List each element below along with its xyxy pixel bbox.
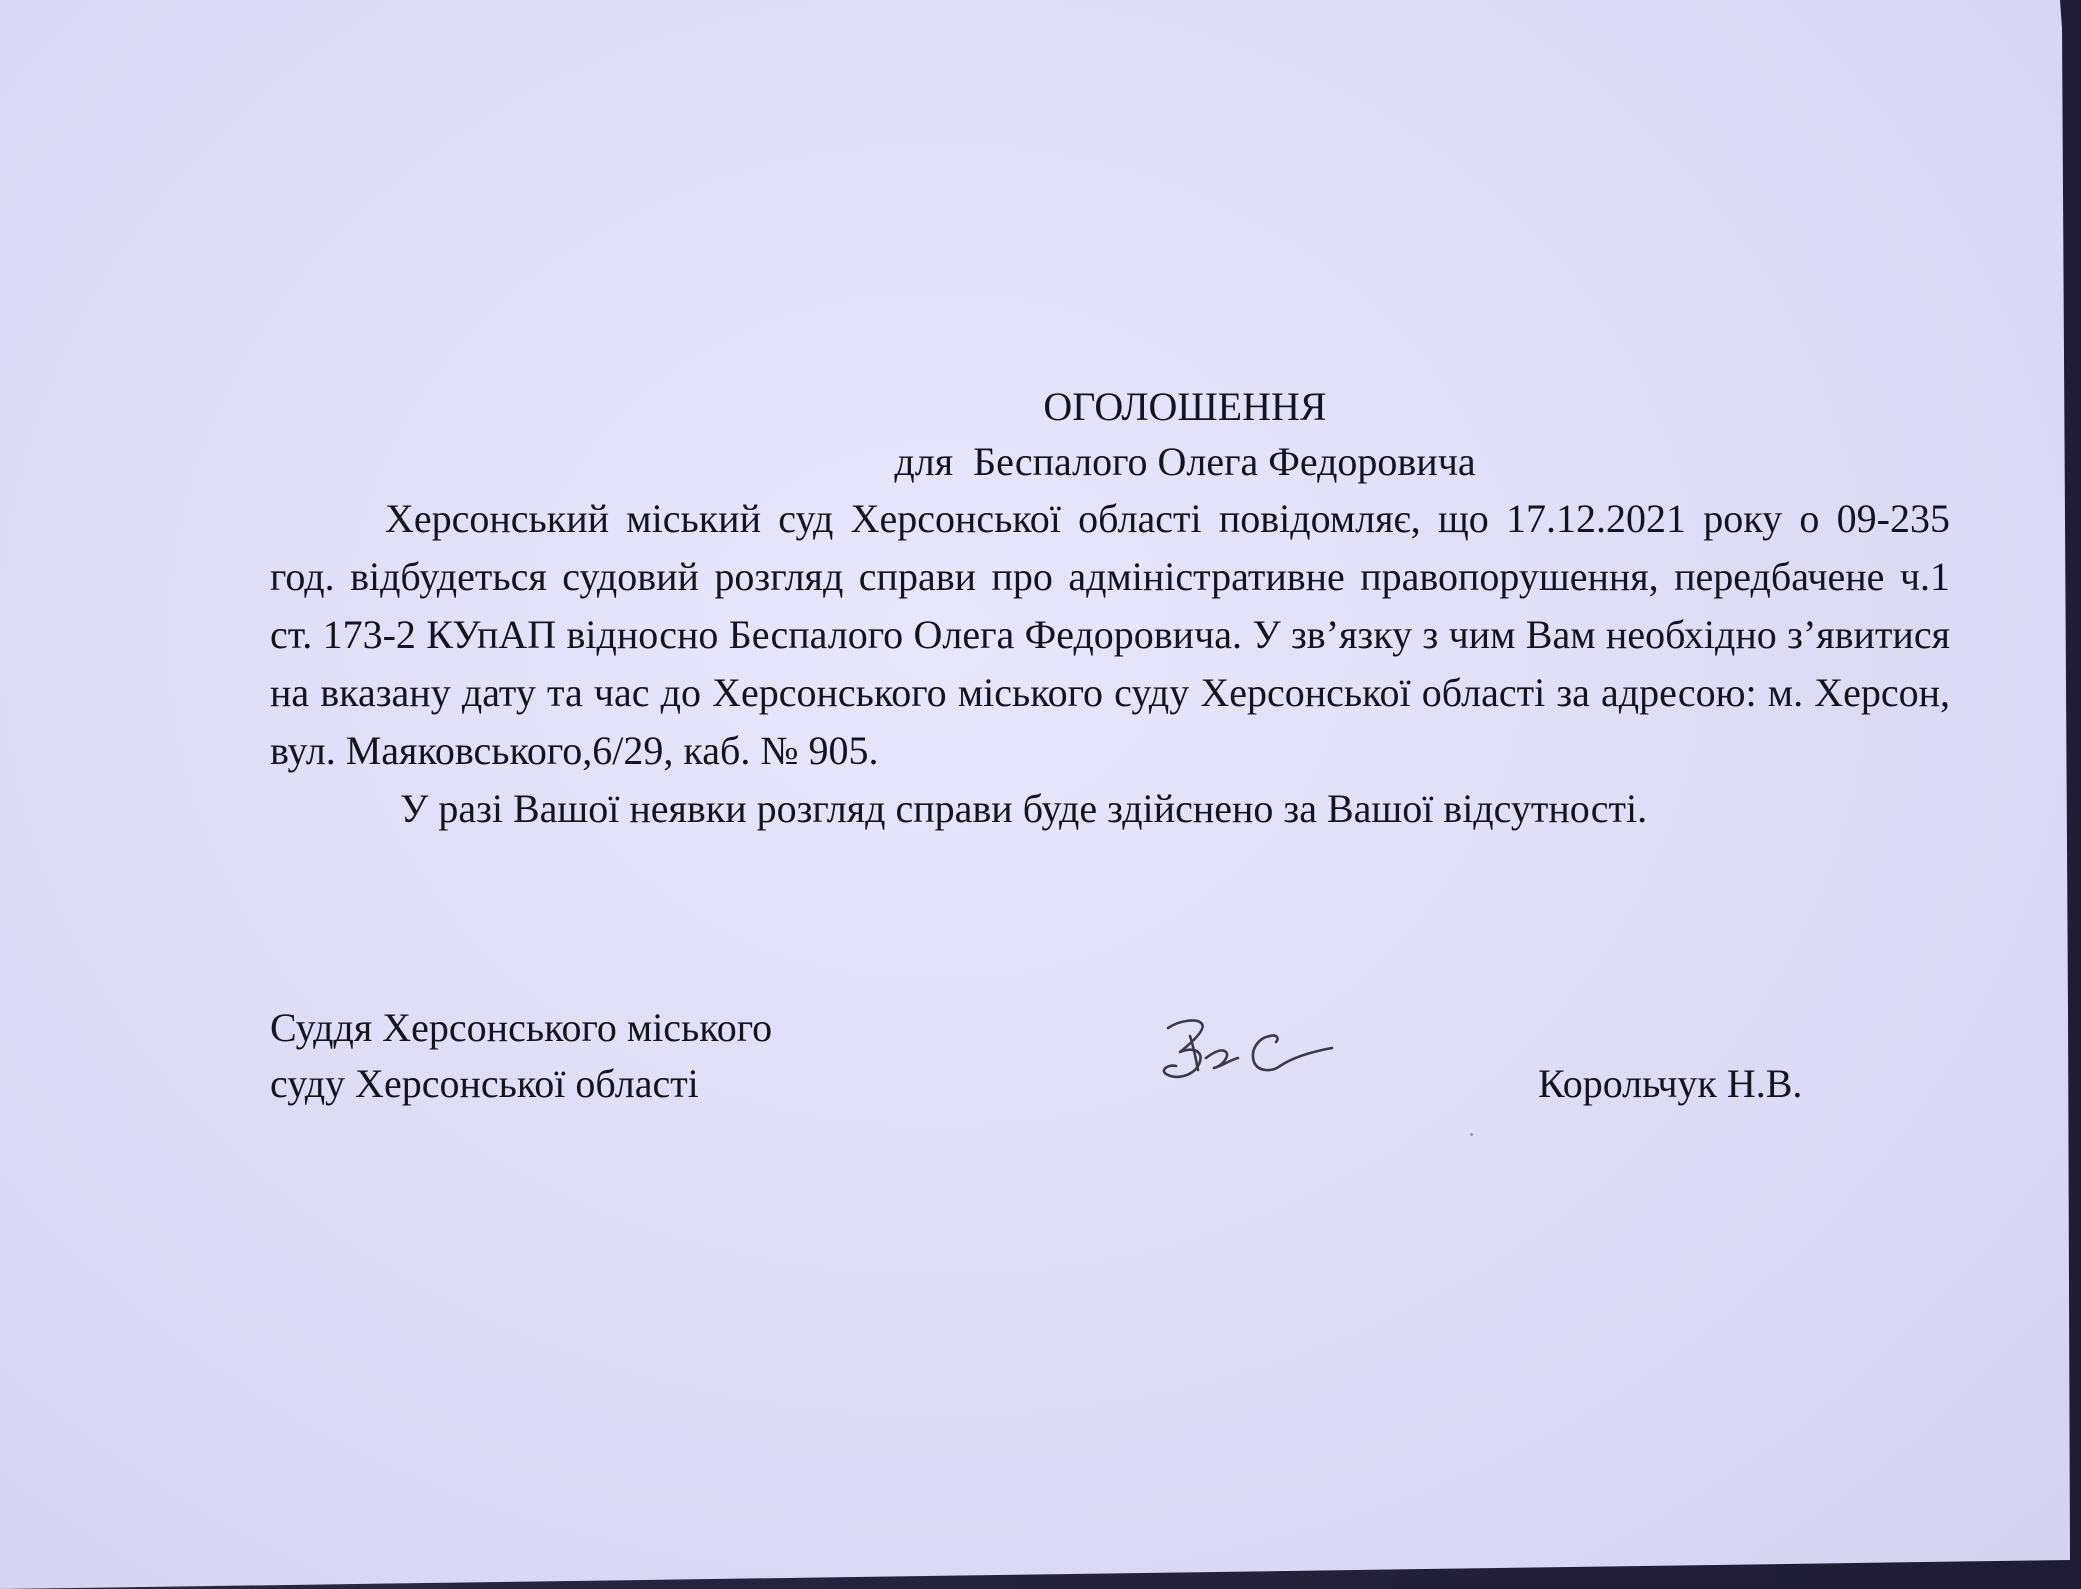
judge-position	[270, 1000, 970, 1112]
handwritten-signature-icon	[1150, 1008, 1350, 1108]
notice-absence-paragraph: У разі Вашої неявки розгляд справи буде здійснено за Вашої відсутності.	[400, 786, 1648, 831]
paper-speck	[1470, 1133, 1473, 1136]
notice-addressee: для Беспалого Олега Федоровича	[894, 439, 1476, 484]
signature-block	[270, 1000, 1970, 1140]
judge-position-line-2: суду Херсонської області	[270, 1061, 699, 1106]
notice-title: ОГОЛОШЕННЯ	[1043, 384, 1327, 429]
notice-document	[270, 380, 1950, 838]
judge-position-line-1: Суддя Херсонського міського	[270, 1005, 773, 1050]
notice-body-paragraph: Херсонський міський суд Херсонської області повідомляє, що 17.12.2021 року о 09-235 год. відбудеться судовий розгляд справи про адміністративне правопорушення, передбачене ч.1 ст. 173-2 КУпАП відносно Беспалого Олега Федоровича. У зв’язку з чим Вам необхідно з’явитися на вказану дату та час до Херсонського міського суду Херсонської області за адресою: м. Херсон, вул. Маяковського,6/29, каб. № 905.	[270, 496, 1950, 773]
judge-name: Корольчук Н.В.	[1538, 1061, 1803, 1106]
